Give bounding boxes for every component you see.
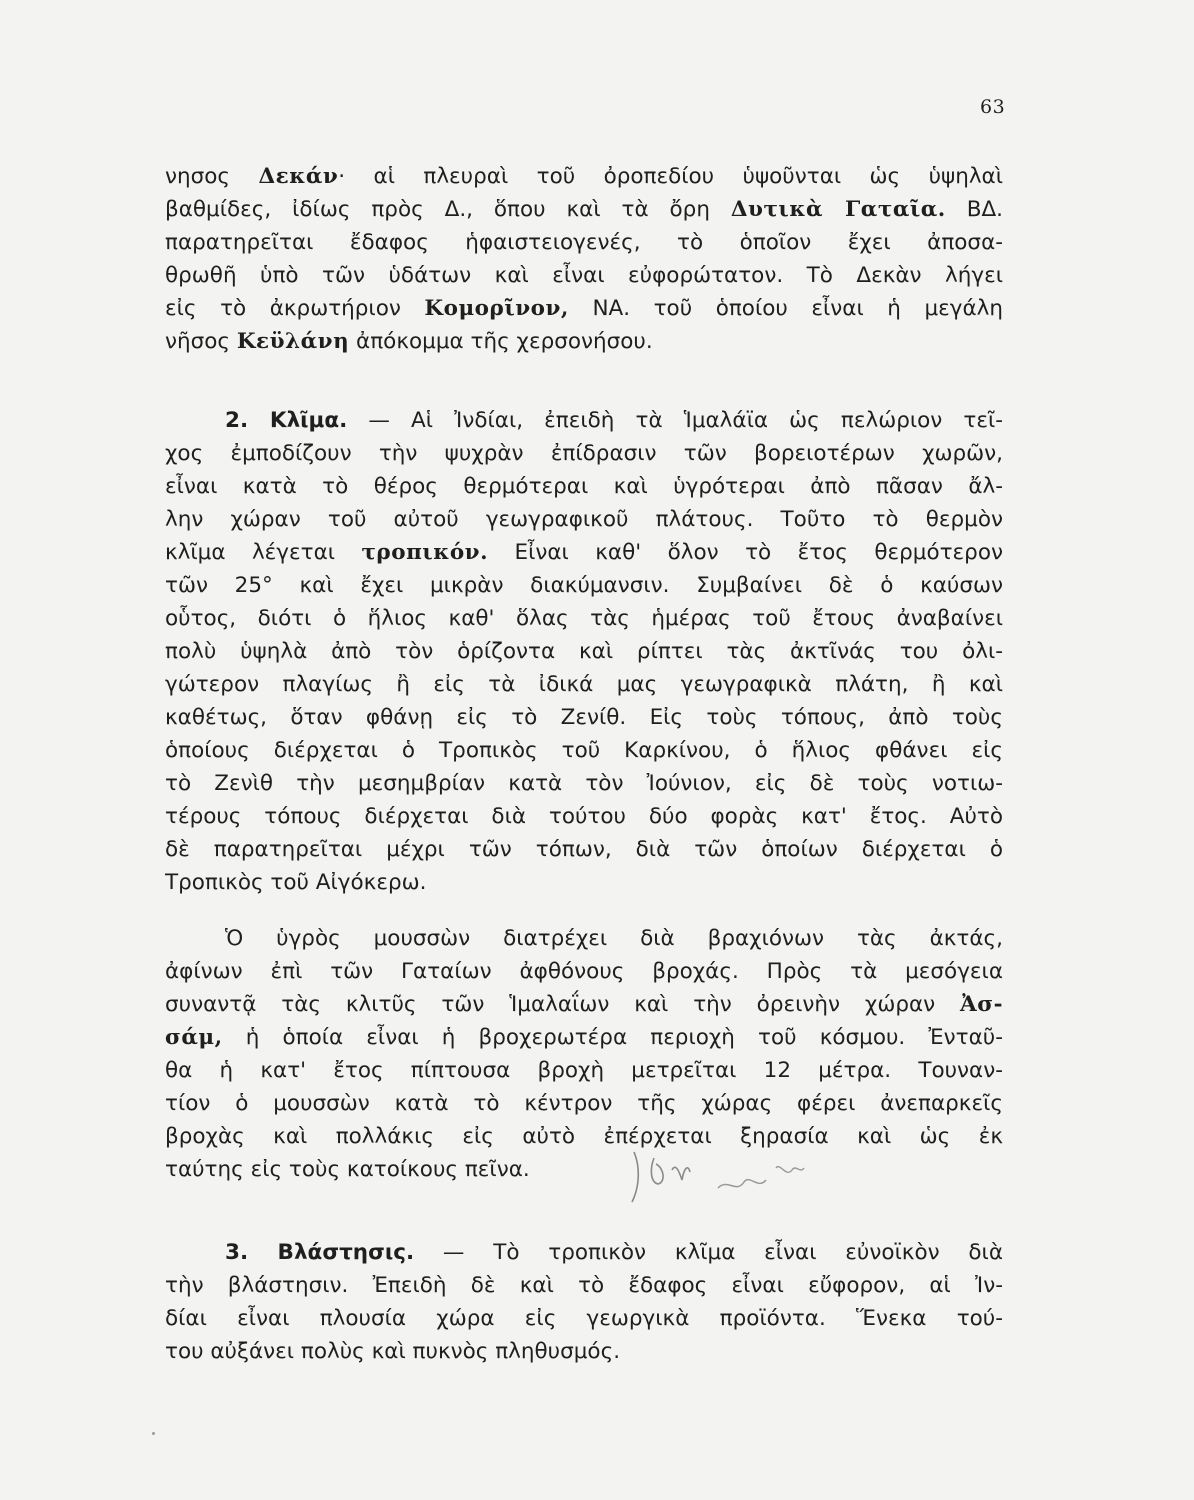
text-line: Ὁ ὑγρὸς μουσσὼν διατρέχει διὰ βραχιόνων τὰς ἀκτάς, (225, 926, 1003, 951)
text-line: οὗτος, διότι ὁ ἥλιος καθ' ὅλας τὰς ἡμέρας τοῦ ἔτους ἀναβαίνει (165, 606, 1003, 631)
text-line: βαθμίδες, ἰδίως πρὸς Δ., ὅπου καὶ τὰ ὄρη Δυτικὰ Γαταῖα. ΒΔ. (165, 197, 1003, 222)
place-name-assam: Ἀσ- (960, 992, 1003, 1017)
text-line: εἰς τὸ ἀκρωτήριον Κομορῖνον, ΝΑ. τοῦ ὁποίου εἶναι ἡ μεγάλη (165, 296, 1003, 321)
text-line: του αὐξάνει πολὺς καὶ πυκνὸς πληθυσμός. (165, 1339, 621, 1364)
paragraph-deccan (165, 160, 1003, 358)
text-line: Τροπικὸς τοῦ Αἰγόκερω. (165, 870, 427, 895)
text-line: νῆσος Κεϋλάνη ἀπόκομμα τῆς χερσονήσου. (165, 329, 653, 354)
text-line: ἀφίνων ἐπὶ τῶν Γαταίων ἀφθόνους βροχάς. Πρὸς τὰ μεσόγεια (165, 959, 1003, 984)
text-line: σάμ, ἡ ὁποία εἶναι ἡ βροχερωτέρα περιοχὴ τοῦ κόσμου. Ἐνταῦ- (165, 1025, 1003, 1050)
text-line: καθέτως, ὅταν φθάνῃ εἰς τὸ Ζενίθ. Εἰς τοὺς τόπους, ἀπὸ τοὺς (165, 705, 1003, 730)
text-line: τὴν βλάστησιν. Ἐπειδὴ δὲ καὶ τὸ ἔδαφος εἶναι εὔφορον, αἱ Ἰν- (165, 1273, 1003, 1298)
text-line: θρωθῆ ὑπὸ τῶν ὑδάτων καὶ εἶναι εὐφορώτατον. Τὸ Δεκὰν λήγει (165, 263, 1003, 288)
place-name-deccan: Δεκάν (258, 164, 339, 189)
text-line: ὁποίους διέρχεται ὁ Τροπικὸς τοῦ Καρκίνου, ὁ ἥλιος φθάνει εἰς (165, 738, 1003, 763)
text-line: συναντᾷ τὰς κλιτῦς τῶν Ἱμαλαΐων καὶ τὴν ὀρεινὴν χώραν Ἀσ- (165, 992, 1003, 1017)
text-line: βροχὰς καὶ πολλάκις εἰς αὐτὸ ἐπέρχεται ξηρασία καὶ ὡς ἐκ (165, 1124, 1003, 1149)
text-line: ταύτης εἰς τοὺς κατοίκους πεῖνα. (165, 1157, 530, 1182)
text-line: τίον ὁ μουσσὼν κατὰ τὸ κέντρον τῆς χώρας φέρει ἀνεπαρκεῖς (165, 1091, 1003, 1116)
text-line: θα ἡ κατ' ἔτος πίπτουσα βροχὴ μετρεῖται 12 μέτρα. Τουναν- (165, 1058, 1003, 1083)
text-line: πολὺ ὑψηλὰ ἀπὸ τὸν ὁρίζοντα καὶ ρίπτει τὰς ἀκτῖνάς του ὀλι- (165, 639, 1003, 664)
text-line: τὸ Ζενὶθ τὴν μεσημβρίαν κατὰ τὸν Ἰούνιον, εἰς δὲ τοὺς νοτιω- (165, 771, 1003, 796)
text-line: τῶν 25° καὶ ἔχει μικρὰν διακύμανσιν. Συμβαίνει δὲ ὁ καύσων (165, 573, 1003, 598)
text-line: γώτερον πλαγίως ἢ εἰς τὰ ἰδικά μας γεωγραφικὰ πλάτη, ἢ καὶ (165, 672, 1003, 697)
place-name-ceylon: Κεϋλάνη (236, 329, 350, 354)
text-line: 3. Βλάστησις. — Τὸ τροπικὸν κλῖμα εἶναι εὐνοϊκὸν διὰ (225, 1240, 1003, 1265)
section-vegetation (165, 1236, 1003, 1368)
place-name-comorin: Κομορῖνον, (424, 296, 569, 321)
section-climate (165, 404, 1003, 899)
paper-speck (152, 1432, 155, 1435)
text-line: δίαι εἶναι πλουσία χώρα εἰς γεωργικὰ προϊόντα. Ἕνεκα τού- (165, 1306, 1003, 1331)
text-line: χος ἐμποδίζουν τὴν ψυχρὰν ἐπίδρασιν τῶν βορειοτέρων χωρῶν, (165, 441, 1003, 466)
text-line: 2. Κλῖμα. — Αἱ Ἰνδίαι, ἐπειδὴ τὰ Ἱμαλάϊα ὡς πελώριον τεῖ- (225, 408, 1003, 433)
text-line: παρατηρεῖται ἔδαφος ἡφαιστειογενές, τὸ ὁποῖον ἔχει ἀποσα- (165, 230, 1003, 255)
text-line: λην χώραν τοῦ αὐτοῦ γεωγραφικοῦ πλάτους. Τοῦτο τὸ θερμὸν (165, 507, 1003, 532)
paragraph-monsoon (165, 922, 1003, 1186)
section-heading-climate: 2. Κλῖμα. (225, 408, 348, 433)
term-tropical: τροπικόν. (361, 540, 489, 565)
text-line: δὲ παρατηρεῖται μέχρι τῶν τόπων, διὰ τῶν ὁποίων διέρχεται ὁ (165, 837, 1003, 862)
place-name-assam-cont: σάμ, (165, 1025, 223, 1050)
text-line: εἶναι κατὰ τὸ θέρος θερμότεραι καὶ ὑγρότεραι ἀπὸ πᾶσαν ἄλ- (165, 474, 1003, 499)
text-line: κλῖμα λέγεται τροπικόν. Εἶναι καθ' ὅλον τὸ ἔτος θερμότερον (165, 540, 1003, 565)
page-number: 63 (980, 96, 1006, 118)
pencil-scribble (628, 1138, 808, 1218)
text-line: τέρους τόπους διέρχεται διὰ τούτου δύο φορὰς κατ' ἔτος. Αὐτὸ (165, 804, 1003, 829)
section-heading-vegetation: 3. Βλάστησις. (225, 1240, 415, 1265)
text-line: νησος Δεκάν· αἱ πλευραὶ τοῦ ὀροπεδίου ὑψοῦνται ὡς ὑψηλαὶ (165, 164, 1003, 189)
place-name-western-ghats: Δυτικὰ Γαταῖα. (730, 197, 946, 222)
